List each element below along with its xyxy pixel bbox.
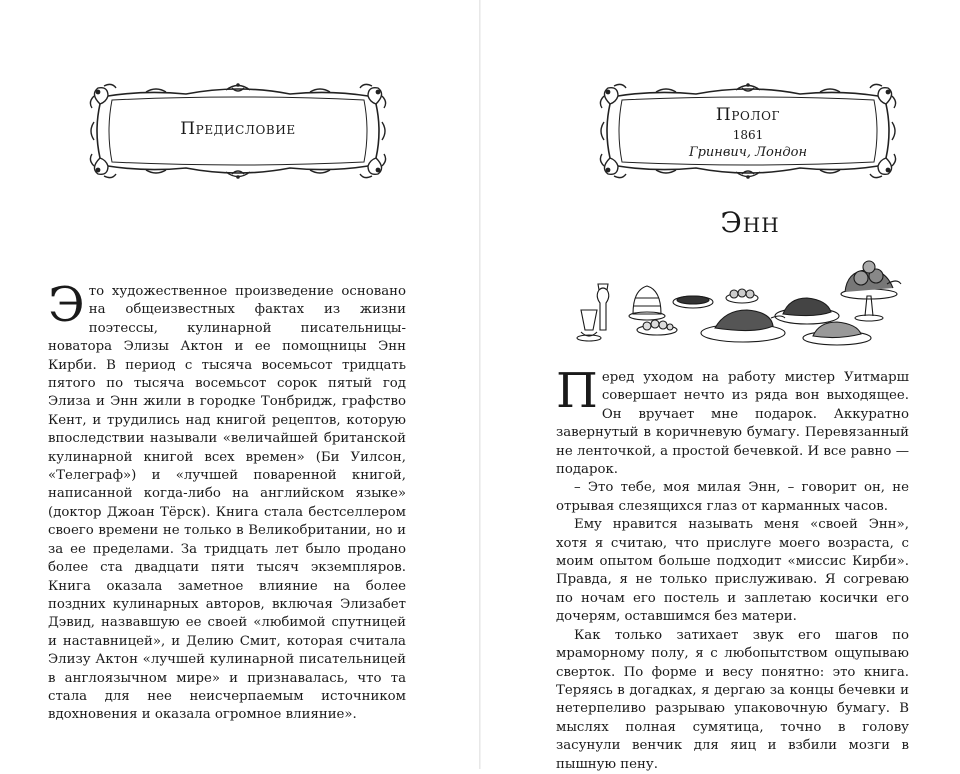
foreword-text xyxy=(48,277,406,725)
prologue-text xyxy=(556,363,909,774)
prologue-paragraph-4: Как только затихает звук его шагов по мраморному полу, я с любопытством ощупываю сверток. По форме и весу понятно: это книга. Теряясь в догадках, я дергаю за концы бечевки и нетерпеливо разрываю упаковочную бумагу. В мыслях полная сумятица, точно в голову засунули венчик для яиц и взбили мозги в пышную пену. xyxy=(556,627,909,772)
prologue-place: Гринвич, Лондон xyxy=(688,145,808,160)
prologue-title: Пролог xyxy=(715,105,781,125)
drop-cap: Э xyxy=(48,277,85,333)
prologue-ornamental-frame xyxy=(596,82,900,180)
victorian-food-illustration xyxy=(575,258,905,348)
chapter-title: Энн xyxy=(720,206,780,239)
foreword-ornamental-frame xyxy=(86,82,390,180)
prologue-paragraph-1: еред уходом на работу мистер Уитмарш совершает нечто из ряда вон выходящее. Он вручает мне подарок. Аккуратно завернутый в коричневую бумагу. Перевязанный не ленточкой, а простой бечевкой. И все равно — подарок. xyxy=(556,370,909,478)
foreword-title: Предисловие xyxy=(180,119,296,139)
prologue-paragraph-2: – Это тебе, моя милая Энн, – говорит он, не отрывая слезящихся глаз от карманных часов. xyxy=(556,480,909,514)
foreword-paragraph: то художественное произведение основано на общеизвестных фактах из жизни поэтессы, кулинарной писательницы-новатора Элизы Актон и ее помощницы Энн Кирби. В период с тысяча восемьсот тридцать пятого по тысяча восемьсот сорок пятый год Элиза и Энн жили в городке Тонбридж, графство Кент, и трудились над книгой рецептов, которую впоследствии называли «величайшей британской кулинарной книгой всех времен» (Би Уилсон, «Телеграф») и «лучшей поваренной книгой, написанной когда-либо на английском языке» (доктор Джоан Тёрск). Книга стала бестселлером своего времени не только в Великобритании, но и за ее пределами. За тридцать лет было продано более ста двадцати пяти тысяч экземпляров. Книга оказала заметное влияние на более поздних кулинарных авторов, включая Элизабет Дэвид, назвавшую ее своей «любимой спутницей и наставницей», и Делию Смит, которая считала Элизу Актон «лучшей кулинарной писательницей в англоязычном мире» и признавалась, что та стала для нее неисчерпаемым источником вдохновения и оказала огромное влияние». xyxy=(48,284,406,723)
prologue-year: 1861 xyxy=(732,128,764,142)
food-table-illustration xyxy=(575,258,905,348)
left-page xyxy=(0,0,480,769)
drop-cap: П xyxy=(556,363,598,419)
prologue-paragraph-3: Ему нравится называть меня «своей Энн», хотя я считаю, что прислуге моего возраста, с моим опытом больше подходит «миссис Кирби». Правда, я не только прислуживаю. Я согреваю по ночам его постель и заплетаю косички его дочерям, оставшимся без матери. xyxy=(556,517,909,625)
